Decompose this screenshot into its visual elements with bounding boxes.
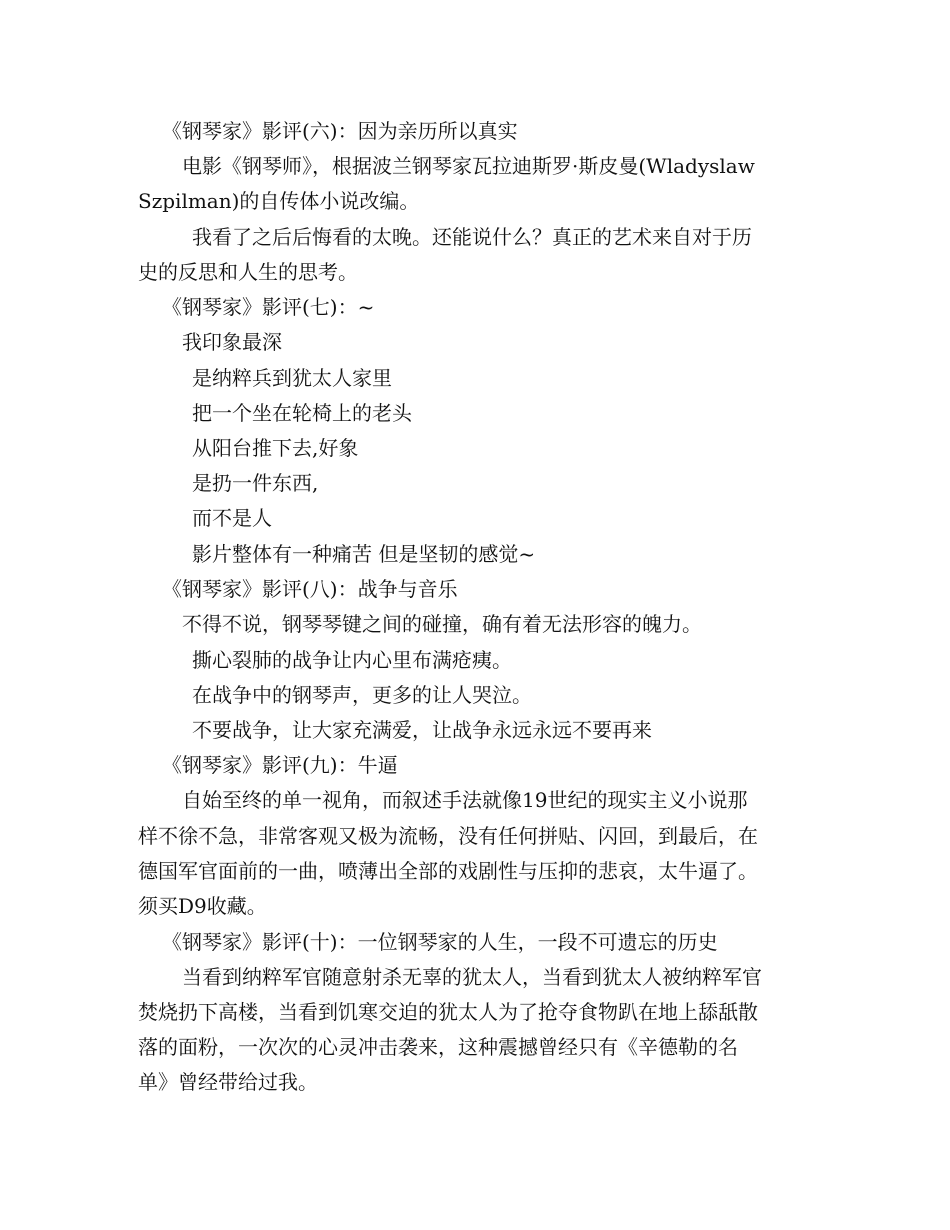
heading-review-8: 《钢琴家》影评(八)：战争与音乐 [162,577,458,601]
text-line: 不得不说，钢琴琴键之间的碰撞，确有着无法形容的魄力。 [182,612,702,636]
text-line: 是扔一件东西, [192,471,319,495]
text-line: 是纳粹兵到犹太人家里 [192,366,392,390]
text-line: 当看到纳粹军官随意射杀无辜的犹太人，当看到犹太人被纳粹军官 [182,965,762,989]
text-line: 落的面粉，一次次的心灵冲击袭来，这种震撼曾经只有《辛德勒的名 [138,1035,738,1059]
text-line: 电影《钢琴师》，根据波兰钢琴家瓦拉迪斯罗·斯皮曼(Wladyslaw [182,154,755,178]
heading-review-6: 《钢琴家》影评(六)：因为亲历所以真实 [162,119,518,143]
text-line: 单》曾经带给过我。 [138,1070,318,1094]
text-line: 从阳台推下去,好象 [192,436,359,460]
text-line: 焚烧扔下高楼，当看到饥寒交迫的犹太人为了抢夺食物趴在地上舔舐散 [138,1000,758,1024]
text-line: 样不徐不急，非常客观又极为流畅，没有任何拼贴、闪回，到最后，在 [138,824,758,848]
heading-review-9: 《钢琴家》影评(九)：牛逼 [162,753,398,777]
text-line: 须买D9收藏。 [138,894,267,918]
text-line: 我看了之后后悔看的太晚。还能说什么？真正的艺术来自对于历 [192,225,752,249]
heading-review-7: 《钢琴家》影评(七)：~ [162,295,375,319]
text-line: 而不是人 [192,506,272,530]
text-line: 影片整体有一种痛苦 但是坚韧的感觉~ [192,542,536,566]
text-line: 把一个坐在轮椅上的老头 [192,401,412,425]
text-line: Szpilman)的自传体小说改编。 [138,189,420,213]
text-line: 史的反思和人生的思考。 [138,260,358,284]
text-line: 自始至终的单一视角，而叙述手法就像19世纪的现实主义小说那 [182,788,748,812]
text-line: 在战争中的钢琴声，更多的让人哭泣。 [192,683,532,707]
text-line: 不要战争，让大家充满爱，让战争永远永远不要再来 [192,718,652,742]
text-line: 我印象最深 [182,330,282,354]
text-line: 撕心裂肺的战争让内心里布满疮痍。 [192,648,512,672]
text-line: 德国军官面前的一曲，喷薄出全部的戏剧性与压抑的悲哀，太牛逼了。 [138,859,758,883]
heading-review-10: 《钢琴家》影评(十)：一位钢琴家的人生，一段不可遗忘的历史 [162,930,718,954]
